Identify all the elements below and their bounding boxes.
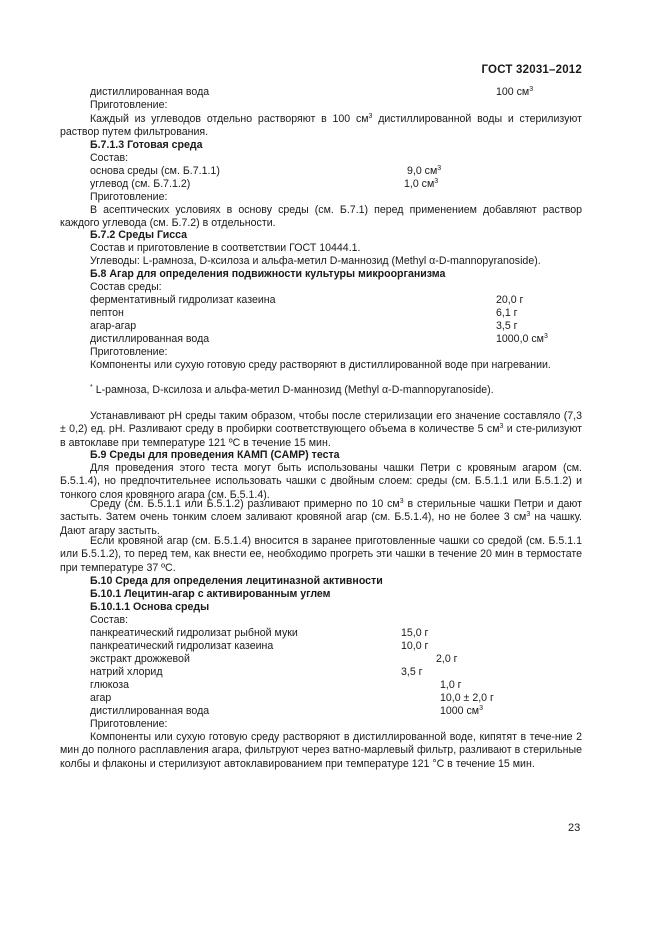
prep-label: Приготовление: — [90, 191, 168, 203]
ingredient-value: 3,5 г — [496, 320, 518, 332]
ingredient-label: панкреатический гидролизат рыбной муки — [90, 627, 298, 639]
composition-label: Состав: — [90, 152, 129, 164]
prep-label: Приготовление: — [90, 346, 168, 358]
ingredient-label: ферментативный гидролизат казеина — [90, 294, 276, 306]
ingredient-label: панкреатический гидролизат казеина — [90, 640, 274, 652]
prep-label: Приготовление: — [90, 99, 168, 111]
prep-text: В асептических условиях в основу среды (см. Б.7.1) перед применением добавляют раствор каждого углевода (см. Б.7.2) в отдельности. — [60, 204, 582, 230]
paragraph: Состав и приготовление в соответствии ГОСТ 10444.1. — [90, 242, 361, 254]
paragraph: Для проведения этого теста могут быть использованы чашки Петри с кровяным агаром (см. Б.5.1.4), но предпочтительнее использовать чашки с двойным слоем: среды (см. Б.5.1.1 или Б.5.1.2) и тонкого слоя кровяного агара (см. Б.5.1.4). — [60, 462, 582, 501]
subsection-title: Б.10.1 Лецитин-агар с активированным углем — [90, 588, 331, 600]
prep-text: Компоненты или сухую готовую среду растворяют в дистиллированной воде, кипятят в тече-ние 2 мин до полного расплавления агара, фильтруют через ватно-марлевый фильтр, разливают в стерильные колбы и флаконы и стерилизуют автоклавированием при температуре 121 °С в течение 15 мин. — [60, 731, 582, 770]
ingredient-value: 9,0 $см^3$ — [407, 165, 442, 177]
ingredient-value: 2,0 г — [436, 653, 458, 665]
section-title-b9: Б.9 Среды для проведения КАМП (CAMP) теста — [90, 449, 340, 461]
ingredient-value: 1000,0 $см^3$ — [496, 333, 548, 345]
ingredient-value: 20,0 г — [496, 294, 524, 306]
ingredient-value: 10,0 г — [401, 640, 429, 652]
ingredient-label: экстракт дрожжевой — [90, 653, 190, 665]
ingredient-label: дистиллированная вода — [90, 333, 210, 345]
section-title-b10: Б.10 Среда для определения лецитиназной активности — [90, 575, 383, 587]
prep-text: Каждый из углеводов отдельно растворяют в 100 $см^3$ дистиллированной воды и стерилизуют раствор путем фильтрования. — [60, 113, 582, 139]
ingredient-label: натрий хлорид — [90, 666, 163, 678]
ingredient-label: основа среды (см. Б.7.1.1) — [90, 165, 220, 177]
section-title-b8: Б.8 Агар для определения подвижности культуры микроорганизма — [90, 268, 446, 280]
subsection-title: Б.10.1.1 Основа среды — [90, 601, 210, 613]
ingredient-label: дистиллированная вода — [90, 705, 210, 717]
ingredient-label: углевод (см. Б.7.1.2) — [90, 178, 191, 190]
ingredient-value: 3,5 г — [401, 666, 423, 678]
ingredient-value: 10,0 ± 2,0 г — [440, 692, 494, 704]
composition-label: Состав среды: — [90, 281, 162, 293]
section-title-b713: Б.7.1.3 Готовая среда — [90, 139, 203, 151]
ingredient-value: 6,1 г — [496, 307, 518, 319]
document-code: ГОСТ 32031–2012 — [481, 64, 582, 76]
ingredient-label: агар-агар — [90, 320, 137, 332]
water-value: 100 $см^3$ — [496, 86, 534, 98]
ingredient-label: глюкоза — [90, 679, 130, 691]
ingredient-label: агар — [90, 692, 112, 704]
footnote: * L-рамноза, D-ксилоза и альфа-метил D-маннозид (Methyl α-D-mannopyranoside). — [90, 384, 494, 396]
section-title-b72: Б.7.2 Среды Гисса — [90, 229, 188, 241]
ingredient-value: 15,0 г — [401, 627, 429, 639]
ingredient-value: 1000 $см^3$ — [440, 705, 483, 717]
ingredient-value: 1,0 г — [440, 679, 462, 691]
ingredient-value: 1,0 $см^3$ — [404, 178, 439, 190]
page-number: 23 — [568, 822, 581, 834]
paragraph: Углеводы: L-рамноза, D-ксилоза и альфа-метил D-маннозид (Methyl α-D-mannopyranoside). — [90, 255, 541, 267]
paragraph: Среду (см. Б.5.1.1 или Б.5.1.2) разливают примерно по 10 $см^3$ в стерильные чашки Петри и дают застыть. Затем очень тонким слоем заливают кровяной агар (см. Б.5.1.4), но не более 3 $см^3$ на чашку. Дают агару застыть. — [60, 498, 582, 537]
paragraph: Если кровяной агар (см. Б.5.1.4) вносится в заранее приготовленные чашки со средой (см. Б.5.1.1 или Б.5.1.2), то перед тем, как внести ее, необходимо прогреть эти чашки в течение 20 мин в термостате при температуре 37 ºС. — [60, 535, 582, 574]
ingredient-label: пептон — [90, 307, 124, 319]
composition-label: Состав: — [90, 614, 129, 626]
ph-paragraph: Устанавливают рН среды таким образом, чтобы после стерилизации его значение составляло (7,3 ± 0,2) ед. рН. Разливают среду в пробирки соответствующего объема в количестве 5 $см^3$ и сте-рилизуют в автоклаве при температуре 121 ºС в течение 15 мин. — [60, 410, 583, 449]
prep-text: Компоненты или сухую готовую среду растворяют в дистиллированной воде при нагревании. — [90, 359, 551, 371]
water-label: дистиллированная вода — [90, 86, 210, 98]
prep-label: Приготовление: — [90, 718, 168, 730]
